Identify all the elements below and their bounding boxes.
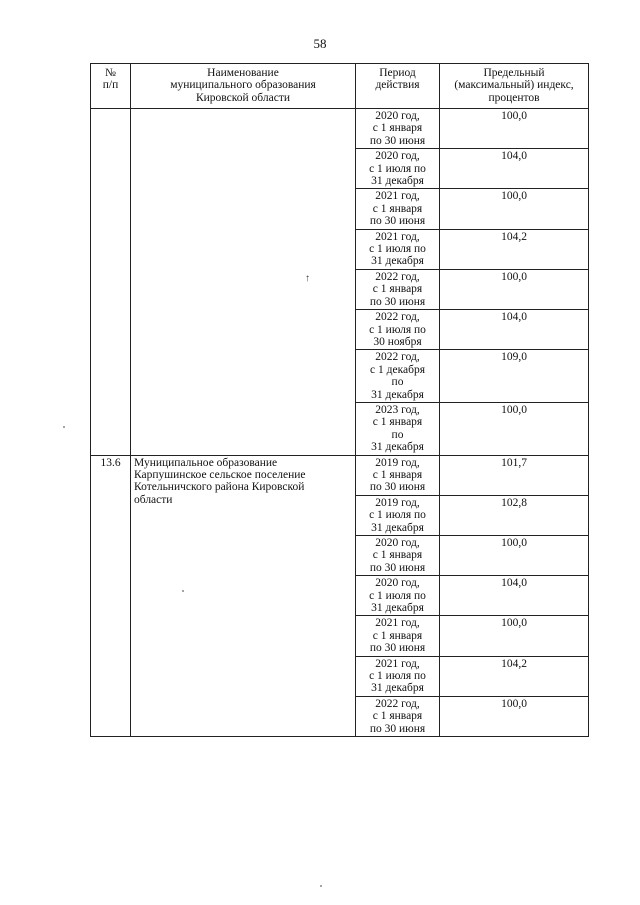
period-line: 30 ноября [373, 335, 422, 348]
header-period [356, 64, 440, 109]
row-number-cell: 13.6 [91, 455, 131, 737]
period-line: 2019 год, [375, 456, 420, 469]
period-line: 2020 год, [375, 537, 420, 549]
period-line: 2020 год, [375, 110, 420, 122]
table-header-row [91, 64, 589, 109]
period-line: с 1 января [372, 629, 423, 642]
municipality-name-cell [131, 109, 356, 456]
period-line: 2023 год, [375, 403, 420, 416]
header-name [131, 64, 356, 109]
period-line: 2022 год, [375, 697, 420, 710]
header-period-line: действия [375, 79, 420, 92]
scan-mark-arrow: ↑ [305, 273, 310, 284]
period-line: с 1 января [372, 122, 423, 135]
scan-speck [320, 885, 322, 887]
period-line: по [391, 428, 404, 441]
index-value-cell: 100,0 [440, 109, 589, 149]
period-line: с 1 января [372, 468, 423, 481]
period-cell [356, 616, 440, 656]
municipality-name-line: области [134, 493, 173, 506]
header-period-line: Период [379, 67, 416, 79]
period-line: 31 декабря [371, 175, 424, 188]
index-value-cell: 100,0 [440, 616, 589, 656]
period-line: 2019 год, [375, 496, 420, 509]
scan-speck [63, 426, 65, 428]
index-value-cell: 104,0 [440, 576, 589, 616]
header-index-line: процентов [488, 91, 540, 104]
period-line: по 30 июня [369, 642, 426, 655]
period-line: с 1 июля по [369, 323, 426, 336]
period-line: 31 декабря [371, 255, 424, 268]
index-value-cell: 104,2 [440, 229, 589, 269]
period-line: с 1 июля по [369, 589, 426, 602]
period-line: с 1 июля по [369, 162, 426, 175]
period-line: 2021 год, [375, 230, 420, 243]
header-num-line: п/п [102, 79, 119, 92]
period-line: по 30 июня [369, 215, 426, 228]
index-value-cell: 100,0 [440, 536, 589, 576]
period-cell [356, 656, 440, 696]
period-line: 2022 год, [375, 270, 420, 283]
municipality-name-line: Карпушинское сельское поселение [134, 468, 306, 481]
tariff-index-table [90, 63, 589, 737]
header-num-line: № [105, 67, 116, 79]
period-line: с 1 января [372, 549, 423, 562]
header-index-line: (максимальный) индекс, [454, 79, 574, 92]
period-cell [356, 229, 440, 269]
period-line: 2021 год, [375, 617, 420, 630]
period-cell [356, 696, 440, 736]
period-line: 31 декабря [371, 602, 424, 615]
period-cell [356, 536, 440, 576]
period-line: по 30 июня [369, 722, 426, 735]
period-line: с 1 января [372, 202, 423, 215]
period-line: с 1 декабря [370, 363, 425, 376]
period-cell [356, 455, 440, 495]
index-value-cell: 100,0 [440, 696, 589, 736]
period-cell [356, 269, 440, 309]
row-number-cell [91, 109, 131, 456]
period-line: с 1 июля по [369, 509, 426, 522]
period-line: по 30 июня [369, 134, 426, 147]
period-line: 31 декабря [371, 388, 424, 401]
index-value-cell: 104,2 [440, 656, 589, 696]
municipality-name-line: Муниципальное образование [134, 456, 278, 469]
index-value-cell: 102,8 [440, 495, 589, 535]
period-line: с 1 июля по [369, 243, 426, 256]
header-index [440, 64, 589, 109]
index-value-cell: 100,0 [440, 402, 589, 455]
period-line: 31 декабря [371, 521, 424, 534]
period-line: с 1 января [372, 416, 423, 429]
period-cell [356, 310, 440, 350]
index-value-cell: 109,0 [440, 350, 589, 403]
period-line: по 30 июня [369, 561, 426, 574]
period-cell [356, 495, 440, 535]
period-cell [356, 189, 440, 229]
period-line: с 1 января [372, 283, 423, 296]
period-line: по 30 июня [369, 481, 426, 494]
period-cell [356, 402, 440, 455]
municipality-name-line: Котельничского района Кировской [134, 481, 305, 494]
index-value-cell: 104,0 [440, 149, 589, 189]
table-body [91, 109, 589, 737]
municipality-name-cell [131, 455, 356, 737]
period-line: с 1 июля по [369, 670, 426, 683]
period-cell [356, 109, 440, 149]
period-line: 31 декабря [371, 441, 424, 454]
header-name-line: Кировской области [195, 91, 291, 104]
table-row [91, 455, 589, 495]
period-line: 2021 год, [375, 190, 420, 203]
page-number: 58 [313, 36, 327, 51]
scan-speck [182, 590, 184, 592]
period-cell [356, 149, 440, 189]
table-row [91, 109, 589, 149]
period-line: 2022 год, [375, 351, 420, 364]
index-value-cell: 101,7 [440, 455, 589, 495]
period-line: 2020 год, [375, 150, 420, 163]
period-line: с 1 января [372, 710, 423, 723]
header-name-line: муниципального образования [170, 79, 316, 92]
header-num [91, 64, 131, 109]
period-cell [356, 350, 440, 403]
period-line: по [391, 376, 404, 389]
period-line: 2022 год, [375, 311, 420, 324]
header-name-line: Наименование [207, 67, 279, 79]
period-line: 31 декабря [371, 682, 424, 695]
index-value-cell: 104,0 [440, 310, 589, 350]
index-value-cell: 100,0 [440, 189, 589, 229]
period-line: 2020 год, [375, 577, 420, 590]
period-cell [356, 576, 440, 616]
period-line: по 30 июня [369, 295, 426, 308]
period-line: 2021 год, [375, 657, 420, 670]
index-value-cell: 100,0 [440, 269, 589, 309]
header-index-line: Предельный [483, 67, 545, 79]
